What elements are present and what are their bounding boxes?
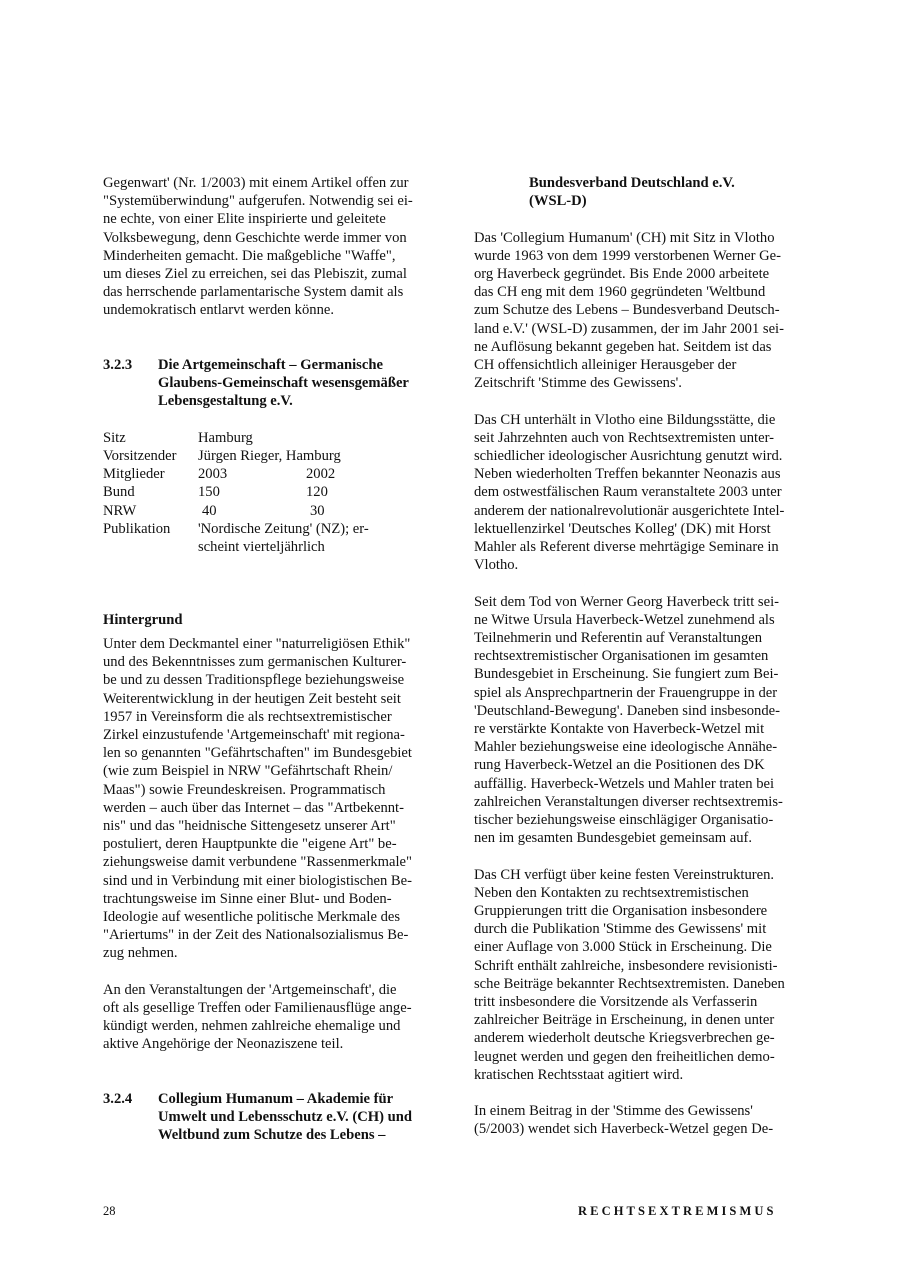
- facts-value: [198, 520, 369, 556]
- text-line: anderem wiederholt deutsche Kriegsverbrechen ge-: [474, 1030, 775, 1047]
- facts-value-line: 'Nordische Zeitung' (NZ); er-: [198, 520, 369, 537]
- left-column: [103, 174, 425, 1145]
- text-line: wurde 1963 von dem 1999 verstorbenen Werner Ge-: [474, 247, 781, 264]
- text-line: aktive Angehörige der Neonaziszene teil.: [103, 1036, 344, 1053]
- facts-label: Vorsitzender: [103, 448, 177, 464]
- page-number: 28: [103, 1204, 116, 1218]
- text-line: Unter dem Deckmantel einer "naturreligiösen Ethik": [103, 635, 411, 652]
- text-line: trachtungsweise im Sinne einer Blut- und Boden-: [103, 890, 392, 907]
- text-line: 'Deutschland-Bewegung'. Daneben sind insbesonde-: [474, 702, 780, 719]
- right-paragraph-1: [474, 229, 794, 393]
- text-line: sind und in Verbindung mit einer biologistischen Be-: [103, 872, 413, 889]
- facts-value: Jürgen Rieger, Hamburg: [198, 448, 341, 464]
- text-line: Zeitschrift 'Stimme des Gewissens'.: [474, 375, 682, 392]
- text-line: "Systemüberwindung" aufgerufen. Notwendig sei ei-: [103, 193, 413, 210]
- right-column: [474, 174, 794, 1139]
- text-line: Die Artgemeinschaft – Germanische: [158, 357, 383, 373]
- facts-row-publikation: [103, 520, 369, 556]
- text-line: zug nehmen.: [103, 945, 178, 962]
- facts-row-vorsitzender: [103, 447, 369, 465]
- text-line: 1957 in Vereinsform die als rechtsextremistischer: [103, 708, 392, 725]
- text-line: zum Schutze des Lebens – Bundesverband Deutsch-: [474, 302, 780, 319]
- text-line: zahlreichen Veranstaltungen diverser rechtsextremis-: [474, 793, 783, 810]
- text-line: oft als gesellige Treffen oder Familienausflüge ange-: [103, 1000, 412, 1017]
- facts-value: 120: [306, 484, 328, 501]
- text-line: zahlreicher Beiträge in Erscheinung, in denen unter: [474, 1012, 775, 1029]
- facts-value: 40: [202, 502, 217, 519]
- text-line: Vlotho.: [474, 557, 519, 574]
- text-line: Gegenwart' (Nr. 1/2003) mit einem Artikel offen zur: [103, 175, 409, 191]
- text-line: (wie zum Beispiel in NRW "Gefährtschaft Rhein/: [103, 763, 393, 780]
- facts-label: Bund: [103, 484, 135, 501]
- text-line: rechtsextremistischer Organisationen im gesamten: [474, 648, 769, 665]
- text-line: durch die Publikation 'Stimme des Gewissens' mit: [474, 921, 767, 938]
- facts-label: NRW: [103, 502, 137, 519]
- text-line: Seit dem Tod von Werner Georg Haverbeck tritt sei-: [474, 593, 779, 610]
- text-line: In einem Beitrag in der 'Stimme des Gewissens': [474, 1103, 753, 1120]
- facts-year: 2002: [306, 466, 336, 483]
- text-line: dem ostwestfälischen Raum veranstaltete 2003 unter: [474, 484, 782, 501]
- facts-row-sitz: [103, 429, 369, 447]
- right-paragraph-2: [474, 411, 794, 575]
- text-line: Teilnehmerin und Referentin auf Veranstaltungen: [474, 630, 763, 647]
- text-line: Maas") sowie Freundeskreisen. Programmatisch: [103, 781, 386, 798]
- text-line: (5/2003) wendet sich Haverbeck-Wetzel gegen De-: [474, 1121, 774, 1138]
- text-line: nis" und das "heidnische Sittengesetz unserer Art": [103, 818, 396, 835]
- facts-row-nrw: [103, 502, 369, 520]
- section-number: 3.2.4: [103, 1091, 133, 1108]
- facts-year: 2003: [198, 466, 228, 483]
- text-line: undemokratisch entlarvt werden könne.: [103, 302, 334, 319]
- text-line: nen im gesamten Bundesgebiet gemeinsam auf.: [474, 830, 753, 847]
- section-heading-3-2-3: [103, 356, 425, 411]
- text-line: len so genannten "Gefährtschaften" im Bundesgebiet: [103, 745, 412, 762]
- text-line: Lebensgestaltung e.V.: [158, 393, 293, 410]
- text-line: CH offensichtlich alleiniger Herausgeber der: [474, 357, 737, 374]
- text-line: Volksbewegung, denn Geschichte werde immer von: [103, 229, 407, 246]
- right-paragraph-5: [474, 1102, 794, 1138]
- text-line: Das 'Collegium Humanum' (CH) mit Sitz in Vlotho: [474, 229, 775, 246]
- text-line: rung Haverbeck-Wetzel an die Positionen des DK: [474, 757, 765, 774]
- text-line: ne echte, von einer Elite inspirierte und geleitete: [103, 211, 386, 228]
- text-line: um dieses Ziel zu erreichen, sei das Plebiszit, zumal: [103, 266, 407, 283]
- text-line: kündigt werden, nehmen zahlreiche ehemalige und: [103, 1018, 401, 1035]
- text-line: Collegium Humanum – Akademie für: [158, 1091, 394, 1108]
- right-paragraph-4: [474, 866, 794, 1084]
- text-line: Das CH verfügt über keine festen Vereinstrukturen.: [474, 866, 775, 883]
- facts-value: 150: [198, 484, 220, 501]
- text-line: Neben wiederholten Treffen bekannter Neonazis aus: [474, 466, 781, 483]
- hintergrund-heading: Hintergrund: [103, 611, 183, 628]
- facts-label: Sitz: [103, 429, 126, 446]
- text-line: Ideologie auf wesentliche politische Merkmale des: [103, 909, 401, 926]
- text-line: Schrift enthält zahlreiche, insbesondere revisionisti-: [474, 957, 778, 974]
- facts-value: Hamburg: [198, 429, 253, 446]
- text-line: tischer beziehungsweise einschlägiger Organisatio-: [474, 812, 774, 829]
- facts-label: Mitglieder: [103, 466, 165, 483]
- text-line: "Ariertums" in der Zeit des Nationalsozialismus Be-: [103, 927, 409, 944]
- text-line: Das CH unterhält in Vlotho eine Bildungsstätte, die: [474, 411, 776, 428]
- text-line: Neben den Kontakten zu rechtsextremistischen: [474, 884, 749, 901]
- text-line: werden – auch über das Internet – das "Artbekennt-: [103, 799, 404, 816]
- text-line: Glaubens-Gemeinschaft wesensgemäßer: [158, 375, 409, 392]
- text-line: Weltbund zum Schutze des Lebens –: [158, 1127, 386, 1144]
- text-line: einer Auflage von 3.000 Stück in Erscheinung. Die: [474, 939, 772, 956]
- hintergrund-paragraph-1: [103, 635, 425, 963]
- text-line: Bundesverband Deutschland e.V.: [529, 175, 735, 191]
- text-line: Umwelt und Lebensschutz e.V. (CH) und: [158, 1109, 412, 1126]
- text-line: (WSL-D): [529, 193, 587, 210]
- text-line: An den Veranstaltungen der 'Artgemeinschaft', die: [103, 981, 397, 998]
- facts-value: 30: [310, 502, 325, 519]
- hintergrund-paragraph-2: [103, 981, 425, 1054]
- intro-paragraph: [103, 174, 425, 320]
- facts-row-bund: [103, 483, 369, 501]
- text-line: kratischen Rechtsstaat agitiert wird.: [474, 1066, 684, 1083]
- text-line: be und zu dessen Traditionspflege beziehungsweise: [103, 672, 405, 689]
- text-line: seit Jahrzehnten auch von Rechtsextremisten unter-: [474, 429, 774, 446]
- text-line: anderem der nationalrevolutionär ausgerichtete Intel-: [474, 502, 785, 519]
- text-line: auffällig. Haverbeck-Wetzels und Mahler traten bei: [474, 775, 775, 792]
- text-line: org Haverbeck gegründet. Bis Ende 2000 arbeitete: [474, 266, 770, 282]
- text-line: Gruppierungen tritt die Organisation insbesondere: [474, 903, 768, 920]
- text-line: Weiterentwicklung in der heutigen Zeit besteht seit: [103, 690, 401, 707]
- text-line: spiel als Ansprechpartnerin der Frauengruppe in der: [474, 684, 778, 701]
- text-line: tritt insbesondere die Vorsitzende als Verfasserin: [474, 994, 758, 1011]
- facts-value-line: scheint vierteljährlich: [198, 539, 325, 556]
- text-line: sche Beiträge bekannter Rechtsextremisten. Daneben: [474, 975, 785, 992]
- text-line: Zirkel einzustufende 'Artgemeinschaft' mit regiona-: [103, 727, 405, 743]
- text-line: das herrschende parlamentarische System damit als: [103, 284, 404, 301]
- section-title: [158, 1090, 425, 1145]
- text-line: und des Bekenntnisses zum germanischen Kulturer-: [103, 654, 407, 671]
- text-line: Mahler beziehungsweise eine ideologische Annähe-: [474, 739, 778, 756]
- right-paragraph-3: [474, 593, 794, 848]
- section-heading-3-2-4: [103, 1090, 425, 1145]
- text-line: ziehungsweise damit verbundene "Rassenmerkmale": [103, 854, 412, 871]
- text-line: land e.V.' (WSL-D) zusammen, der im Jahr 2001 sei-: [474, 320, 784, 337]
- text-line: Minderheiten gemacht. Die maßgebliche "Waffe",: [103, 247, 396, 264]
- facts-row-mitglieder: [103, 465, 369, 483]
- text-line: das CH eng mit dem 1960 gegründeten 'Weltbund: [474, 284, 766, 301]
- facts-label: Publikation: [103, 520, 171, 537]
- section-title-continued: [474, 174, 794, 210]
- section-number: 3.2.3: [103, 357, 133, 373]
- text-line: leugnet werden und gegen den freiheitlichen demo-: [474, 1048, 775, 1065]
- facts-table: [103, 429, 369, 556]
- section-title: [158, 356, 425, 411]
- text-line: ne Witwe Ursula Haverbeck-Wetzel zunehmend als: [474, 611, 775, 628]
- text-line: schiedlicher ideologischer Ausrichtung genutzt wird.: [474, 448, 783, 465]
- running-title: RECHTSEXTREMISMUS: [578, 1204, 777, 1218]
- text-line: lektuellenzirkel 'Deutsches Kolleg' (DK) mit Horst: [474, 520, 771, 537]
- text-line: re verstärkte Kontakte von Haverbeck-Wetzel mit: [474, 721, 765, 738]
- text-line: ne Auflösung bekannt gegeben hat. Seitdem ist das: [474, 338, 772, 355]
- text-line: postuliert, deren Hauptpunkte die "eigene Art" be-: [103, 836, 397, 853]
- text-line: Mahler als Referent diverse mehrtägige Seminare in: [474, 539, 779, 556]
- text-line: Bundesgebiet in Erscheinung. Sie fungiert zum Bei-: [474, 666, 779, 683]
